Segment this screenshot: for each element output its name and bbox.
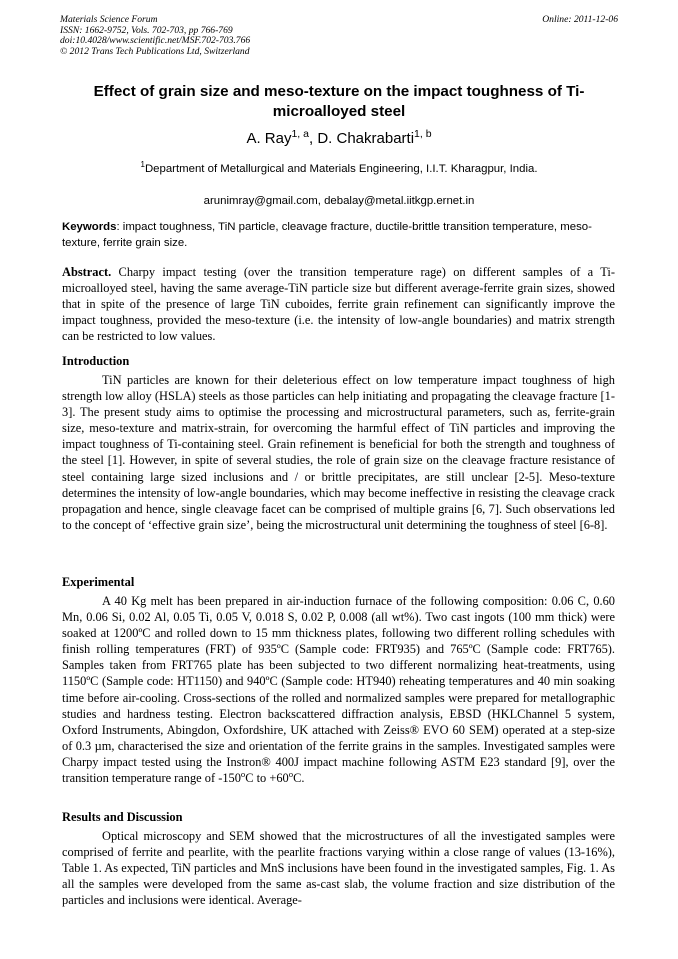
results-section	[62, 828, 615, 908]
experimental-text: C to +60	[245, 771, 289, 786]
author-name: D. Chakrabarti	[317, 130, 415, 147]
experimental-text: C.	[293, 771, 305, 786]
doi-line: doi:10.4028/www.scientific.net/MSF.702-703.766	[60, 35, 251, 47]
results-paragraph: Optical microscopy and SEM showed that the microstructures of all the investigated samples were comprised of ferrite and pearlite, with the pearlite fractions varying within a close range of values (13-16%), Table 1. As expected, TiN particles and MnS inclusions have been found in the investigated samples, Fig. 1. As all the samples were developed from the same as-cast slab, the volume fraction and size distribution of the particles and inclusions were identical. Average-	[62, 829, 615, 908]
author-separator: ,	[308, 130, 318, 147]
affiliation-text: Department of Metallurgical and Materials Engineering, I.I.T. Kharagpur, India.	[144, 163, 538, 175]
journal-name: Materials Science Forum	[60, 14, 158, 25]
degree-superscript: o	[240, 768, 246, 779]
experimental-text: A 40 Kg melt has been prepared in air-induction furnace of the following composition: 0.06 C, 0.60 Mn, 0.06 Si, 0.02 Al, 0.05 Ti, 0.05 V, 0.018 S, 0.02 P, 0.008 (all wt%). Two cast ingots (100 mm thick) were soaked at 1200ºC and rolled down to 15 mm thickness plates, following two different rolling schedules with finish rolling temperatures (FRT) of 935ºC (Sample code: FRT935) and 765ºC (Sample code: FRT765). Samples taken from FRT765 plate has been subjected to two different normalizing heat-treatments, using 1150ºC (Sample code: HT1150) and 940ºC (Sample code: HT940) reheating temperatures and 40 min soaking time before air-cooling. Cross-sections of the rolled and normalized samples were prepared for metallographic studies and hardness testing. Electron backscattered diffraction analysis, EBSD (HKLChannel 5 system, Oxford Instruments, Abingdon, Oxfordshire, UK attached with Zeiss® EVO 60 SEM) operated at a step-size of 0.3 µm, characterised the size and orientation of the ferrite grains in the samples. Investigated samples were Charpy impact tested using the Instron® 400J impact machine following ASTM E23 standard [9], over the transition temperature range of -150	[62, 594, 615, 786]
keywords-label: Keywords	[62, 221, 117, 233]
author-name: A. Ray	[246, 130, 292, 147]
abstract-label: Abstract.	[62, 265, 112, 279]
experimental-section	[62, 593, 615, 786]
abstract	[62, 264, 615, 344]
paper-title: Effect of grain size and meso-texture on the impact toughness of Ti-microalloyed steel	[93, 83, 585, 120]
author-list	[60, 129, 618, 149]
author-emails: arunimray@gmail.com, debalay@metal.iitkgp.ernet.in	[203, 195, 475, 207]
degree-superscript: o	[288, 768, 294, 779]
abstract-text: Charpy impact testing (over the transition temperature rage) on different samples of a Ti-microalloyed steel, having the same average-TiN particle size but different average-ferrite grain sizes, showed that in spite of the presence of large TiN cuboides, ferrite grain refinement can significantly improve the impact toughness, provided the meso-texture (i.e. the intensity of low-angle boundaries) and matrix strength can be restricted to low values.	[62, 265, 615, 344]
online-date: Online: 2011-12-06	[542, 14, 618, 25]
section-heading-results: Results and Discussion	[62, 810, 183, 824]
author-superscript: 1, a	[291, 128, 309, 140]
introduction-section	[62, 372, 615, 533]
experimental-paragraph	[62, 593, 615, 786]
keywords-text: : impact toughness, TiN particle, cleavage fracture, ductile-brittle transition temperature, meso-texture, ferrite grain size.	[62, 221, 592, 250]
keywords-block	[62, 219, 615, 251]
running-header	[60, 15, 618, 57]
section-heading-introduction: Introduction	[62, 354, 130, 368]
affiliation	[60, 161, 618, 177]
copyright-line: © 2012 Trans Tech Publications Ltd, Switzerland	[60, 45, 250, 57]
affiliation-superscript: 1	[140, 160, 145, 170]
issn-line: ISSN: 1662-9752, Vols. 702-703, pp 766-769	[60, 24, 233, 36]
introduction-paragraph: TiN particles are known for their deleterious effect on low temperature impact toughness of high strength low alloy (HSLA) steels as those particles can help initiating and propagating the cleavage fracture [1-3]. The present study aims to optimise the processing and microstructural parameters, such as, ferrite-grain size, meso-texture and matrix-strain, for overcoming the harmful effect of TiN particles and improving the impact toughness of Ti-containing steel. Grain refinement is beneficial for both the strength and toughness of the steel [1]. However, in spite of several studies, the role of grain size on the cleavage fracture resistance of steel containing large sized inclusions and / or brittle precipitates, are still unclear [2-5]. Meso-texture determines the intensity of low-angle boundaries, which may become ineffective in resisting the cleavage crack propagation and hence, single cleavage facet can be comprised of multiple grains [6, 7]. Such observations led to the concept of ‘effective grain size’, being the microstructural unit determining the toughness of steel [6-8].	[62, 373, 615, 532]
author-superscript: 1, b	[414, 128, 432, 140]
section-heading-experimental: Experimental	[62, 575, 135, 589]
